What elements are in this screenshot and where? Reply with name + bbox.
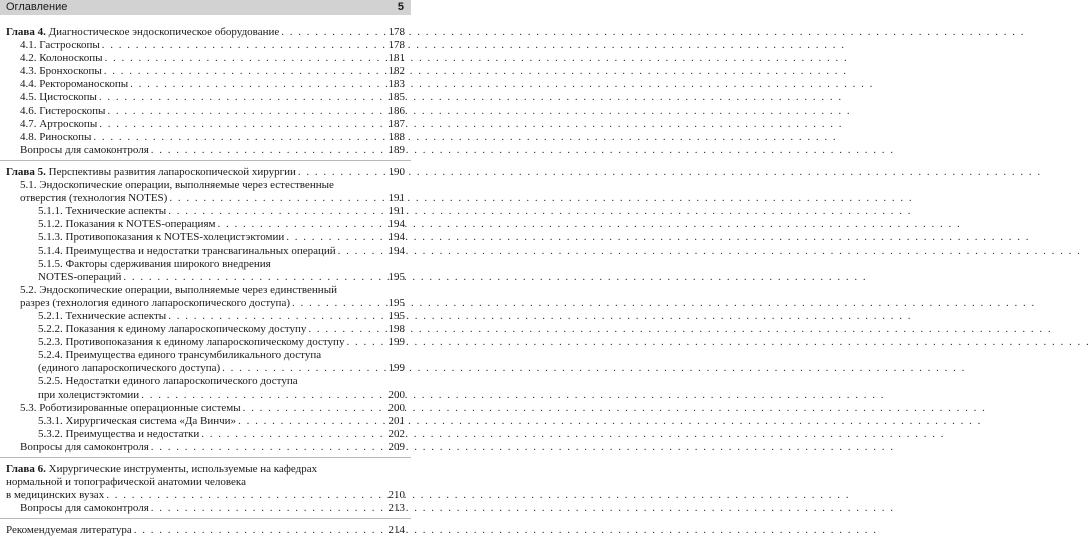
toc-page-number: 182 — [388, 65, 405, 78]
toc-entry[interactable] — [0, 310, 411, 323]
toc-entry[interactable] — [0, 39, 411, 52]
toc-entry-text: 5.1.3. Противопоказания к NOTES-холецистэктомии — [38, 231, 285, 244]
toc-entry[interactable] — [0, 205, 411, 218]
toc-page-number: 213 — [388, 502, 405, 515]
toc-page-number: 194 — [388, 218, 405, 231]
toc-page-number: 191 — [388, 192, 405, 205]
toc-page-number: 209 — [388, 440, 405, 453]
toc-section — [0, 166, 411, 458]
toc-chapter-entry[interactable] — [0, 463, 411, 502]
toc-entry-text: 4.7. Артроскопы — [20, 117, 98, 130]
toc-entry-text: 5.3.1. Хирургическая система «Да Винчи» — [38, 414, 237, 427]
chapter-label: Глава 6. — [6, 463, 46, 475]
toc-entry[interactable] — [0, 323, 411, 336]
dot-leader — [99, 91, 381, 104]
toc-entry-text: 4.3. Бронхоскопы — [20, 65, 102, 78]
dot-leader — [141, 389, 381, 402]
toc-entry[interactable] — [0, 402, 411, 415]
page-header — [0, 0, 411, 15]
toc-entry[interactable] — [0, 52, 411, 65]
toc-entry-text: 5.3.2. Преимущества и недостатки — [38, 427, 200, 440]
toc-entry[interactable] — [0, 336, 411, 349]
toc-chapter-entry[interactable] — [0, 26, 411, 39]
toc-page-number: 210 — [388, 489, 405, 502]
toc-entry-text: 5.2.2. Показания к единому лапароскопическому доступу — [38, 323, 307, 336]
toc-page-number: 199 — [388, 362, 405, 375]
toc-page-number: 200 — [388, 401, 405, 414]
toc-page-number: 178 — [388, 26, 405, 38]
toc-entry-text: при холецистэктомии — [38, 388, 140, 401]
toc-entry-text: Вопросы для самоконтроля — [20, 440, 149, 453]
toc-entry-text: 5.1.1. Технические аспекты — [38, 205, 167, 218]
dot-leader — [104, 65, 381, 78]
toc-entry-text: 4.1. Гастроскопы — [20, 39, 100, 52]
toc-section — [0, 463, 411, 519]
toc-page-number: 187 — [388, 117, 405, 130]
toc-entry-text: 5.2.3. Противопоказания к единому лапароскопическому доступу — [38, 336, 345, 349]
toc-page-number: 199 — [388, 336, 405, 349]
toc-entry-text: 4.2. Колоноскопы — [20, 52, 103, 65]
toc-page-number: 188 — [388, 130, 405, 143]
dot-leader — [130, 78, 381, 91]
toc-chapter-entry[interactable] — [0, 166, 411, 179]
toc-entry-text: Вопросы для самоконтроля — [20, 502, 149, 515]
dot-leader — [286, 231, 381, 244]
page-number: 5 — [397, 1, 404, 13]
dot-leader — [106, 489, 381, 502]
toc-entry-text: Рекомендуемая литература — [6, 524, 132, 537]
toc-chapter-entry[interactable] — [0, 524, 411, 537]
toc-page-number: 185 — [388, 91, 405, 104]
toc-entry-text: NOTES-операций — [38, 270, 122, 283]
toc-entry[interactable] — [0, 441, 411, 454]
toc-page-number: 202 — [388, 427, 405, 440]
toc-entry[interactable] — [0, 78, 411, 91]
toc-entry[interactable] — [0, 131, 411, 144]
toc-page-number: 186 — [388, 104, 405, 117]
dot-leader — [123, 271, 381, 284]
dot-leader — [134, 524, 381, 537]
dot-leader — [168, 310, 381, 323]
toc-entry[interactable] — [0, 218, 411, 231]
toc-entry-text: 5.2. Эндоскопические операции, выполняемые через единственный — [20, 283, 337, 296]
dot-leader — [102, 39, 381, 52]
toc-page-number: 194 — [388, 244, 405, 257]
toc-page-number: 181 — [388, 52, 405, 65]
dot-leader — [292, 297, 381, 310]
dot-leader — [99, 118, 381, 131]
dot-leader — [222, 362, 381, 375]
dot-leader — [201, 428, 381, 441]
toc-entry[interactable] — [0, 415, 411, 428]
toc-entry-text: 4.5. Цистоскопы — [20, 91, 97, 104]
toc-entry-text: отверстия (технология NOTES) — [20, 192, 168, 205]
toc-page-number: 195 — [388, 296, 405, 309]
dot-leader — [151, 502, 381, 515]
toc-entry-text: Глава 6. Хирургические инструменты, используемые на кафедрах — [6, 463, 318, 475]
dot-leader — [105, 52, 382, 65]
toc-page-number: 190 — [388, 165, 405, 178]
chapter-label: Глава 5. — [6, 165, 46, 178]
toc-entry-text: Вопросы для самоконтроля — [20, 143, 149, 156]
dot-leader — [93, 131, 381, 144]
chapter-label: Глава 4. — [6, 26, 46, 38]
toc-page-number: 198 — [388, 323, 405, 336]
toc-entry[interactable] — [0, 245, 411, 258]
dot-leader — [238, 415, 381, 428]
toc-entry[interactable] — [0, 144, 411, 157]
toc-entry[interactable] — [0, 284, 411, 310]
toc-entry-text: 5.2.4. Преимущества единого трансумбиликального доступа — [38, 349, 322, 362]
table-of-contents — [0, 26, 411, 545]
toc-section — [0, 26, 411, 161]
toc-entry-text: нормальной и топографической анатомии человека — [6, 476, 246, 489]
dot-leader — [151, 441, 381, 454]
dot-leader — [338, 245, 381, 258]
dot-leader — [217, 218, 381, 231]
toc-section — [0, 524, 411, 540]
dot-leader — [243, 402, 381, 415]
toc-page-number: 189 — [388, 143, 405, 156]
toc-page-number: 194 — [388, 231, 405, 244]
toc-entry-text: 5.1.4. Преимущества и недостатки трансвагинальных операций — [38, 244, 336, 257]
toc-page-number: 178 — [388, 39, 405, 52]
toc-entry-text: разрез (технология единого лапароскопического доступа) — [20, 296, 290, 309]
toc-entry-text: 5.1.5. Факторы сдерживания широкого внедрения — [38, 257, 271, 270]
toc-entry[interactable] — [0, 258, 411, 284]
dot-leader — [151, 144, 381, 157]
toc-page-number: 183 — [388, 78, 405, 91]
toc-entry-text: 5.1. Эндоскопические операции, выполняемые через естественные — [20, 179, 334, 192]
toc-entry-text: 5.2.1. Технические аспекты — [38, 309, 167, 322]
toc-page-number: 214 — [388, 524, 405, 537]
toc-entry[interactable] — [0, 105, 411, 118]
toc-entry[interactable] — [0, 91, 411, 104]
dot-leader — [107, 105, 381, 118]
toc-page-number: 195 — [388, 309, 405, 322]
toc-entry[interactable] — [0, 231, 411, 244]
toc-entry[interactable] — [0, 179, 411, 205]
dot-leader — [168, 205, 381, 218]
toc-entry-text: Глава 4. Диагностическое эндоскопическое оборудование — [6, 26, 280, 38]
toc-entry-text: в медицинских вузах — [6, 489, 105, 502]
toc-entry[interactable] — [0, 428, 411, 441]
toc-entry-text: Глава 5. Перспективы развития лапароскопической хирургии — [6, 165, 296, 178]
toc-entry[interactable] — [0, 349, 411, 375]
dot-leader — [281, 26, 381, 39]
dot-leader — [346, 336, 381, 349]
toc-page-number: 200 — [388, 388, 405, 401]
toc-entry[interactable] — [0, 502, 411, 515]
toc-page-number: 191 — [388, 205, 405, 218]
toc-entry-text: 4.8. Риноскопы — [20, 130, 92, 143]
toc-entry[interactable] — [0, 118, 411, 131]
toc-page-number: 195 — [388, 270, 405, 283]
dot-leader — [308, 323, 381, 336]
page-header-title: Оглавление — [6, 1, 68, 13]
toc-entry-text: 5.2.5. Недостатки единого лапароскопического доступа — [38, 375, 298, 388]
toc-entry-text: 4.6. Гистероскопы — [20, 104, 106, 117]
toc-entry-text: 5.3. Роботизированные операционные системы — [20, 401, 241, 414]
dot-leader — [169, 192, 381, 205]
toc-entry[interactable] — [0, 65, 411, 78]
toc-page-number: 201 — [388, 414, 405, 427]
toc-entry[interactable] — [0, 375, 411, 401]
toc-entry-text: (единого лапароскопического доступа) — [38, 362, 221, 375]
dot-leader — [298, 166, 381, 179]
toc-entry-text: 4.4. Ректороманоскопы — [20, 78, 129, 91]
toc-entry-text: 5.1.2. Показания к NOTES-операциям — [38, 218, 216, 231]
